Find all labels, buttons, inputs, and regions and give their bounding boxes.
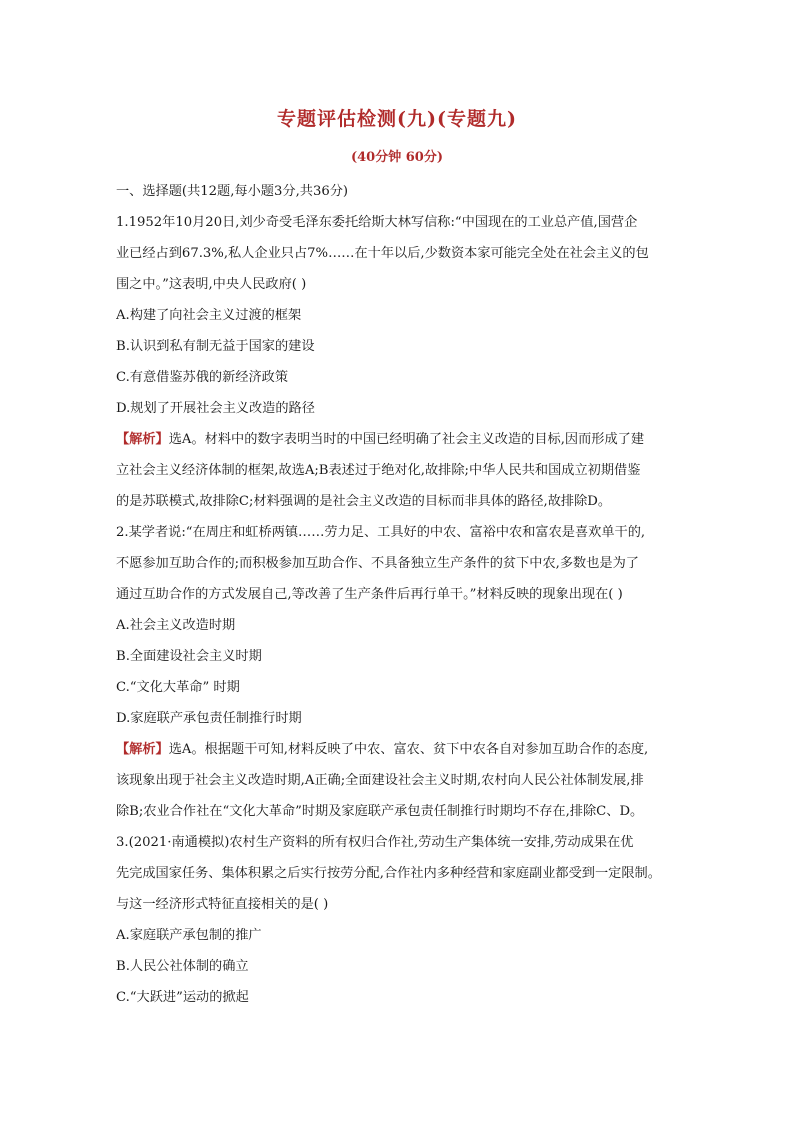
answer-text: 选A。材料中的数字表明当时的中国已经明确了社会主义改造的目标,因而形成了建	[168, 432, 645, 447]
question-stem-line: 先完成国家任务、集体积累之后实行按劳分配,合作社内多种经营和家庭副业都受到一定限制。	[116, 866, 661, 881]
answer-explanation-line: 该现象出现于社会主义改造时期,A正确;全面建设社会主义时期,农村向人民公社体制发展,排	[116, 773, 644, 788]
option-b: B.认识到私有制无益于国家的建设	[116, 339, 315, 354]
option-b: B.全面建设社会主义时期	[116, 649, 262, 664]
option-b: B.人民公社体制的确立	[116, 959, 249, 974]
question-2	[116, 517, 686, 827]
question-stem-line: 通过互助合作的方式发展自己,等改善了生产条件后再行单干。”材料反映的现象出现在( )	[116, 587, 623, 602]
document-body	[116, 176, 686, 1013]
answer-tag: 【解析】	[116, 742, 169, 757]
question-stem-line: 业已经占到67.3%,私人企业只占7%……在十年以后,少数资本家可能完全处在社会主义的包	[116, 246, 649, 261]
option-c: C.“大跃进”运动的掀起	[116, 990, 249, 1005]
option-a: A.构建了向社会主义过渡的框架	[116, 308, 302, 323]
option-a: A.社会主义改造时期	[116, 618, 236, 633]
option-c: C.“文化大革命” 时期	[116, 680, 240, 695]
question-stem-line: 3.(2021·南通模拟)农村生产资料的所有权归合作社,劳动生产集体统一安排,劳动成果在优	[116, 835, 634, 850]
answer-explanation-line	[116, 424, 686, 455]
answer-explanation-line: 的是苏联模式,故排除C;材料强调的是社会主义改造的目标而非具体的路径,故排除D。	[116, 494, 612, 509]
question-stem-line: 与这一经济形式特征直接相关的是( )	[116, 897, 329, 912]
answer-text: 选A。根据题干可知,材料反映了中农、富农、贫下中农各自对参加互助合作的态度,	[168, 742, 649, 757]
section-heading: 一、选择题(共12题,每小题3分,共36分)	[116, 184, 349, 199]
option-d: D.规划了开展社会主义改造的路径	[116, 401, 315, 416]
page-subtitle: (40分钟 60分)	[350, 150, 443, 165]
option-a: A.家庭联产承包制的推广	[116, 928, 262, 943]
answer-explanation-line: 立社会主义经济体制的框架,故选A;B表述过于绝对化,故排除;中华人民共和国成立初期借鉴	[116, 463, 641, 478]
option-c: C.有意借鉴苏俄的新经济政策	[116, 370, 289, 385]
question-stem-line: 不愿参加互助合作的;而积极参加互助合作、不具备独立生产条件的贫下中农,多数也是为了	[116, 556, 639, 571]
answer-explanation-line: 除B;农业合作社在“文化大革命”时期及家庭联产承包责任制推行时期均不存在,排除C、D。	[116, 804, 644, 819]
page-title: 专题评估检测(九)(专题九)	[277, 108, 517, 130]
question-1	[116, 207, 686, 517]
option-d: D.家庭联产承包责任制推行时期	[116, 711, 302, 726]
question-3	[116, 827, 686, 1013]
answer-tag: 【解析】	[116, 432, 169, 447]
question-stem-line: 围之中。”这表明,中央人民政府( )	[116, 277, 307, 292]
answer-explanation-line	[116, 734, 686, 765]
question-stem-line: 1.1952年10月20日,刘少奇受毛泽东委托给斯大林写信称:“中国现在的工业总产值,国营企	[116, 215, 638, 230]
question-stem-line: 2.某学者说:“在周庄和虹桥两镇……劳力足、工具好的中农、富裕中农和富农是喜欢单干的,	[116, 525, 646, 540]
